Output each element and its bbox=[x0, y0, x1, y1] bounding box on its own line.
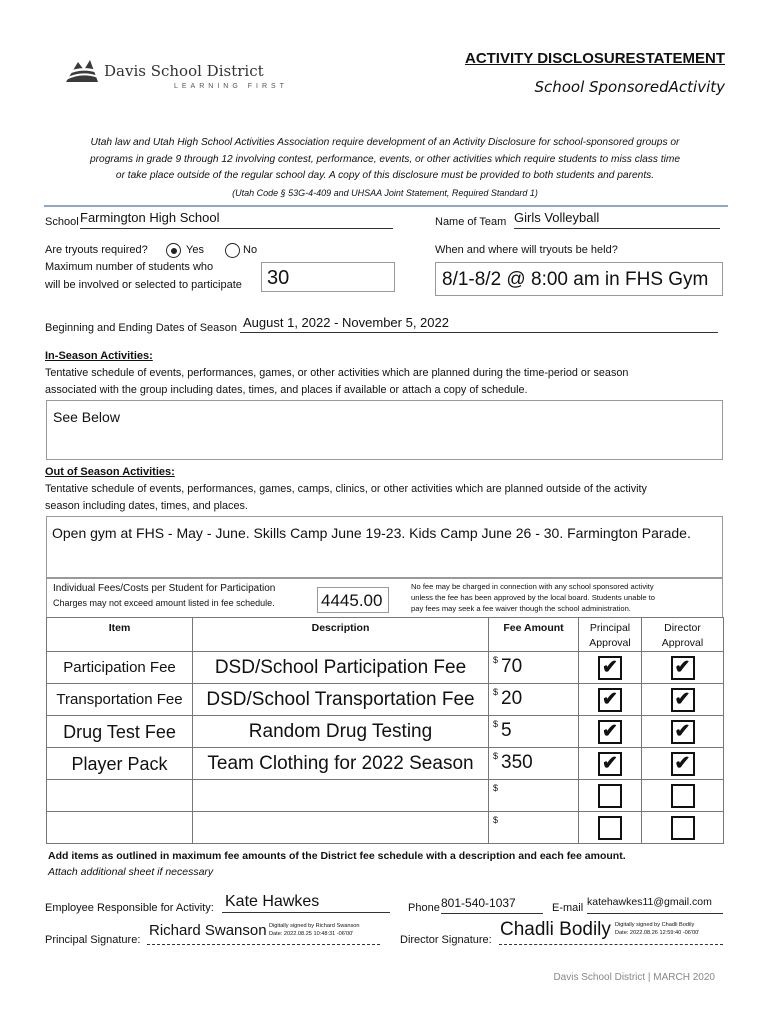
currency-symbol: $ bbox=[493, 719, 499, 729]
currency-symbol: $ bbox=[493, 687, 499, 697]
school-label: School bbox=[45, 216, 79, 228]
header-item: Item bbox=[47, 618, 193, 652]
header-director-1: Director bbox=[664, 622, 701, 634]
description-cell[interactable]: DSD/School Transportation Fee bbox=[193, 684, 489, 716]
director-digital-2: Date: 2022.08.26 12:59:40 -06'00' bbox=[615, 930, 700, 936]
in-season-field[interactable]: See Below bbox=[46, 400, 723, 460]
email-field[interactable]: katehawkes11@gmail.com bbox=[587, 896, 723, 914]
tryouts-yes-label: Yes bbox=[186, 244, 204, 256]
in-season-text-1: Tentative schedule of events, performances, games, or other activities which are planned during the time-period or season bbox=[45, 367, 629, 379]
director-sig-label: Director Signature: bbox=[400, 934, 492, 946]
amount-value: 5 bbox=[501, 720, 512, 741]
principal-sig-label: Principal Signature: bbox=[45, 934, 141, 946]
description-cell[interactable]: Random Drug Testing bbox=[193, 716, 489, 748]
description-cell[interactable]: Team Clothing for 2022 Season bbox=[193, 748, 489, 780]
fee-table-header bbox=[47, 618, 724, 652]
item-cell[interactable]: Participation Fee bbox=[47, 652, 193, 684]
description-cell[interactable]: DSD/School Participation Fee bbox=[193, 652, 489, 684]
principal-approval-checkbox[interactable]: ✔ bbox=[598, 656, 622, 680]
header-director-approval bbox=[642, 618, 724, 652]
director-digital-1: Digitally signed by Chadli Bodily bbox=[615, 922, 695, 928]
director-approval-cell bbox=[642, 748, 724, 780]
tryouts-where-label: When and where will tryouts be held? bbox=[435, 244, 618, 256]
fee-table bbox=[46, 617, 724, 844]
season-field[interactable]: August 1, 2022 - November 5, 2022 bbox=[240, 315, 718, 333]
in-season-heading: In-Season Activities: bbox=[45, 350, 153, 362]
fees-note bbox=[411, 581, 655, 614]
item-cell[interactable]: Player Pack bbox=[47, 748, 193, 780]
item-cell[interactable]: Drug Test Fee bbox=[47, 716, 193, 748]
principal-approval-checkbox[interactable]: ✔ bbox=[598, 752, 622, 776]
table-row bbox=[47, 780, 724, 812]
principal-digital-2: Date: 2022.08.25 10:48:31 -06'00' bbox=[269, 931, 354, 937]
principal-sig-digital bbox=[269, 922, 359, 938]
season-label: Beginning and Ending Dates of Season bbox=[45, 322, 238, 334]
tryouts-no-radio[interactable] bbox=[225, 243, 240, 258]
employee-label: Employee Responsible for Activity: bbox=[45, 902, 214, 914]
tryouts-yes-radio[interactable] bbox=[166, 243, 181, 258]
principal-approval-cell bbox=[579, 780, 642, 812]
intro-line-2: programs in grade 9 through 12 involving contest, performance, events, or other activities which require students to miss class time bbox=[89, 153, 681, 165]
district-logo bbox=[64, 48, 288, 98]
amount-cell[interactable] bbox=[489, 812, 579, 844]
fee-table-body bbox=[47, 652, 724, 844]
principal-approval-checkbox[interactable] bbox=[598, 816, 622, 840]
principal-digital-1: Digitally signed by Richard Swanson bbox=[269, 923, 360, 929]
employee-field[interactable]: Kate Hawkes bbox=[222, 893, 390, 913]
school-field[interactable]: Farmington High School bbox=[80, 210, 393, 229]
footer-note-italic: Attach additional sheet if necessary bbox=[48, 866, 214, 878]
team-field[interactable]: Girls Volleyball bbox=[514, 210, 720, 229]
header-principal-2: Approval bbox=[589, 637, 631, 649]
director-approval-checkbox[interactable]: ✔ bbox=[671, 688, 695, 712]
principal-sig-name: Richard Swanson bbox=[149, 922, 267, 939]
header-amount: Fee Amount bbox=[489, 618, 579, 652]
director-approval-checkbox[interactable] bbox=[671, 784, 695, 808]
out-season-text-2: season including dates, times, and places. bbox=[45, 500, 248, 512]
phone-field[interactable]: 801-540-1037 bbox=[441, 896, 543, 914]
item-cell[interactable]: Transportation Fee bbox=[47, 684, 193, 716]
amount-value: 350 bbox=[501, 752, 533, 773]
fees-label-2: Charges may not exceed amount listed in fee schedule. bbox=[53, 598, 275, 608]
director-approval-checkbox[interactable]: ✔ bbox=[671, 720, 695, 744]
table-row bbox=[47, 748, 724, 780]
amount-cell[interactable] bbox=[489, 684, 579, 716]
director-sig-digital bbox=[615, 921, 699, 937]
fees-note-2: unless the fee has been approved by the local board. Students unable to bbox=[411, 593, 656, 602]
item-cell[interactable] bbox=[47, 812, 193, 844]
intro-citation: (Utah Code § 53G-4-409 and UHSAA Joint Statement, Required Standard 1) bbox=[232, 187, 538, 198]
currency-symbol: $ bbox=[493, 751, 499, 761]
header-director-2: Approval bbox=[661, 637, 704, 649]
table-row bbox=[47, 812, 724, 844]
amount-cell[interactable] bbox=[489, 652, 579, 684]
max-students-label-1: Maximum number of students who bbox=[45, 261, 214, 273]
logo-name: Davis School District bbox=[104, 62, 264, 80]
director-approval-cell bbox=[642, 684, 724, 716]
phone-label: Phone bbox=[408, 902, 440, 914]
table-row bbox=[47, 684, 724, 716]
principal-approval-cell bbox=[579, 652, 642, 684]
fees-note-1: No fee may be charged in connection with any school sponsored activity bbox=[411, 582, 654, 591]
out-season-field[interactable]: Open gym at FHS - May - June. Skills Camp June 19-23. Kids Camp June 26 - 30. Farmington Parade. bbox=[46, 516, 723, 578]
table-row bbox=[47, 716, 724, 748]
fees-section bbox=[46, 578, 723, 618]
intro-text bbox=[40, 135, 730, 201]
fees-label-1: Individual Fees/Costs per Student for Participation bbox=[53, 583, 276, 594]
amount-cell[interactable] bbox=[489, 748, 579, 780]
principal-approval-checkbox[interactable]: ✔ bbox=[598, 688, 622, 712]
page-subtitle: School SponsoredActivity bbox=[534, 78, 725, 96]
max-students-label-2: will be involved or selected to participate bbox=[45, 279, 242, 291]
amount-cell[interactable] bbox=[489, 716, 579, 748]
principal-approval-cell bbox=[579, 684, 642, 716]
currency-symbol: $ bbox=[493, 815, 499, 825]
fees-total-field[interactable]: 4445.00 bbox=[317, 587, 389, 613]
section-divider bbox=[44, 205, 728, 207]
principal-approval-cell bbox=[579, 748, 642, 780]
director-approval-cell bbox=[642, 716, 724, 748]
intro-line-1: Utah law and Utah High School Activities Association require development of an Activity Disclosure for school-sponsored groups or bbox=[90, 137, 680, 148]
out-season-text-1: Tentative schedule of events, performances, games, camps, clinics, or other activities which are planned outside of the activity bbox=[45, 483, 647, 495]
principal-approval-cell bbox=[579, 812, 642, 844]
description-cell[interactable] bbox=[193, 780, 489, 812]
team-label: Name of Team bbox=[435, 216, 507, 228]
director-signature-field[interactable] bbox=[499, 918, 723, 945]
table-row bbox=[47, 652, 724, 684]
header-description: Description bbox=[193, 618, 489, 652]
header-principal-approval bbox=[579, 618, 642, 652]
out-season-heading: Out of Season Activities: bbox=[45, 466, 175, 478]
director-approval-checkbox[interactable]: ✔ bbox=[671, 656, 695, 680]
director-approval-cell bbox=[642, 780, 724, 812]
amount-cell[interactable] bbox=[489, 780, 579, 812]
director-approval-checkbox[interactable]: ✔ bbox=[671, 752, 695, 776]
amount-value: 20 bbox=[501, 688, 523, 709]
page-title: ACTIVITY DISCLOSURESTATEMENT bbox=[464, 50, 725, 67]
tryouts-no-label: No bbox=[243, 244, 258, 256]
director-approval-cell bbox=[642, 652, 724, 684]
max-students-field[interactable]: 30 bbox=[261, 262, 395, 292]
principal-signature-field[interactable] bbox=[147, 920, 380, 945]
principal-approval-checkbox[interactable]: ✔ bbox=[598, 720, 622, 744]
email-label: E-mail bbox=[552, 902, 584, 914]
footer-note-bold: Add items as outlined in maximum fee amounts of the District fee schedule with a description and each fee amount. bbox=[48, 850, 626, 862]
principal-approval-cell bbox=[579, 716, 642, 748]
logo-tagline: LEARNING FIRST bbox=[174, 83, 288, 90]
currency-symbol: $ bbox=[493, 783, 499, 793]
tryouts-where-field[interactable]: 8/1-8/2 @ 8:00 am in FHS Gym bbox=[435, 262, 723, 296]
fees-note-3: pay fees may seek a fee waiver though the school administration. bbox=[411, 604, 631, 613]
in-season-text-2: associated with the group including dates, times, and places if available or attach a copy of schedule. bbox=[45, 384, 528, 396]
director-approval-cell bbox=[642, 812, 724, 844]
header-principal-1: Principal bbox=[589, 622, 631, 634]
director-sig-name: Chadli Bodily bbox=[500, 919, 611, 940]
footer-note-bold-text: Add items as outlined in maximum fee amounts of the District fee schedule with a description and each fee amount bbox=[48, 850, 623, 862]
currency-symbol: $ bbox=[493, 655, 499, 665]
page-footer: Davis School District | MARCH 2020 bbox=[553, 972, 715, 983]
radio-selected-dot bbox=[171, 248, 177, 254]
mountain-logo-icon bbox=[64, 52, 100, 88]
principal-approval-checkbox[interactable] bbox=[598, 784, 622, 808]
intro-line-3: or take place outside of the regular school day. A copy of this disclosure must be provided to both students and parents. bbox=[115, 170, 655, 181]
tryouts-question: Are tryouts required? bbox=[45, 244, 148, 256]
amount-value: 70 bbox=[501, 656, 523, 677]
director-approval-checkbox[interactable] bbox=[671, 816, 695, 840]
description-cell[interactable] bbox=[193, 812, 489, 844]
item-cell[interactable] bbox=[47, 780, 193, 812]
